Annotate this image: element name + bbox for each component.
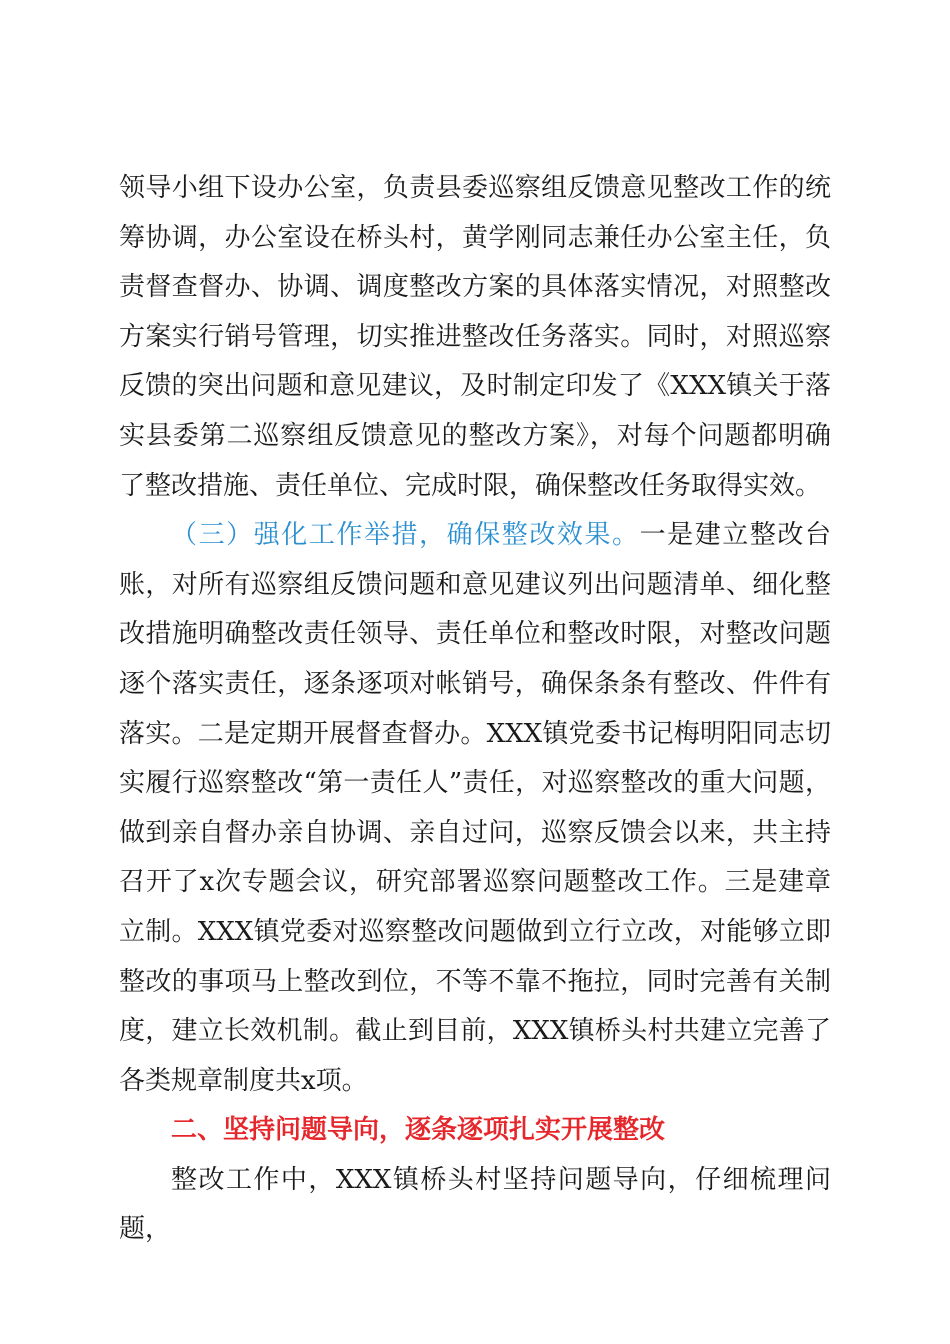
paragraph-measures-body: 一是建立整改台账，对所有巡察组反馈问题和意见建议列出问题清单、细化整改措施明确整改责任领导、责任单位和整改时限，对整改问题逐个落实责任，逐条逐项对帐销号，确保条条有整改、件件有落实。二是定期开展督查督办。XXX镇党委书记梅明阳同志切实履行巡察整改“第一责任人”责任，对巡察整改的重大问题，做到亲自督办亲自协调、亲自过问，巡察反馈会以来，共主持召开了x次专题会议，研究部署巡察问题整改工作。三是建章立制。XXX镇党委对巡察整改问题做到立行立改，对能够立即整改的事项马上整改到位，不等不靠不拖拉，同时完善有关制度，建立长效机制。截止到目前，XXX镇桥头村共建立完善了各类规章制度共x项。 (119, 520, 831, 1096)
section-heading-problem-oriented: 二、坚持问题导向，逐条逐项扎实开展整改 (171, 1115, 666, 1146)
subsection-heading-measures: （三）强化工作举措，确保整改效果。 (171, 520, 640, 551)
paragraph-office-setup: 领导小组下设办公室，负责县委巡察组反馈意见整改工作的统筹协调，办公室设在桥头村，黄学刚同志兼任办公室主任，负责督查督办、协调、调度整改方案的具体落实情况，对照整改方案实行销号管理，切实推进整改任务落实。同时，对照巡察反馈的突出问题和意见建议，及时制定印发了《XXX镇关于落实县委第二巡察组反馈意见的整改方案》，对每个问题都明确了整改措施、责任单位、完成时限，确保整改任务取得实效。 (119, 173, 831, 501)
paragraph-rectification-work: 整改工作中，XXX镇桥头村坚持问题导向，仔细梳理问题， (119, 1164, 831, 1245)
paragraph-measures (119, 511, 831, 1106)
document-body (119, 164, 831, 1255)
